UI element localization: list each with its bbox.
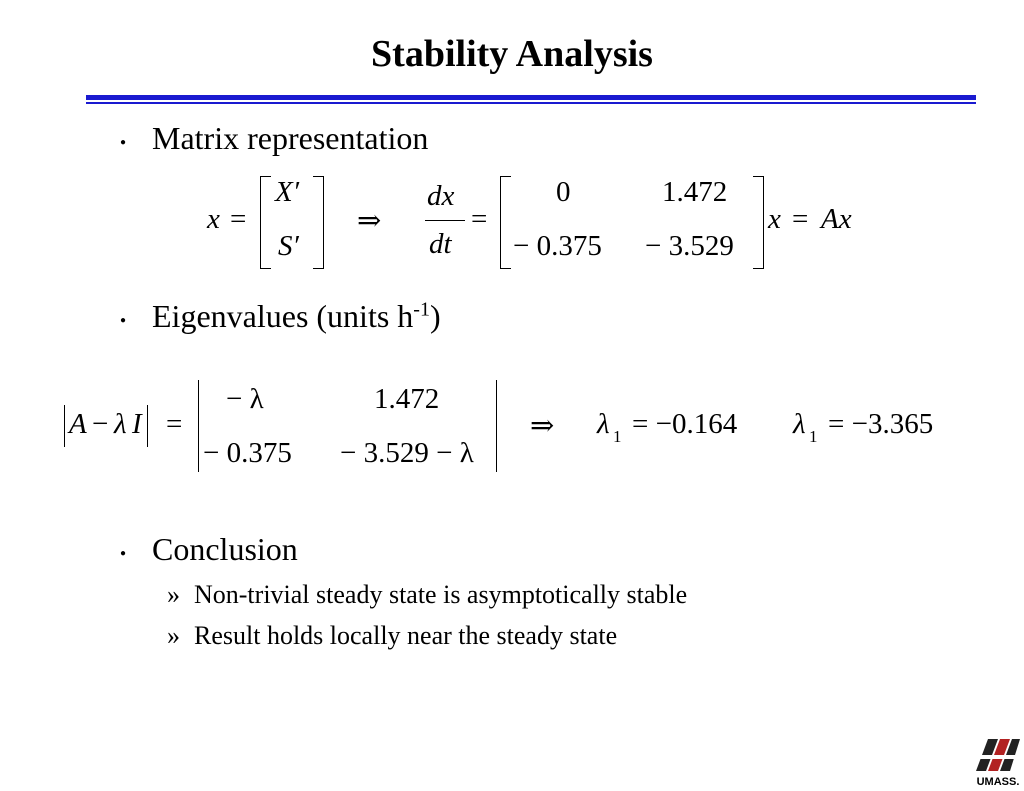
eq1-s-prime: S′ — [278, 230, 299, 262]
sub-bullet-local: Result holds locally near the steady state — [194, 621, 618, 650]
matrix-a11: 0 — [556, 176, 571, 208]
eq1-left-bracket — [260, 176, 271, 269]
det-m21: − 0.375 — [203, 437, 292, 469]
eq2-i: I — [132, 408, 142, 440]
bullet-eigenvalues: Eigenvalues (units $h^{-1}$) — [152, 298, 441, 334]
det-m11: − λ — [226, 383, 264, 415]
bullet-dot-icon: ● — [120, 137, 127, 148]
eq2-minus: − — [92, 408, 109, 440]
matrix-a21: − 0.375 — [513, 230, 602, 262]
lambda-1: λ — [597, 408, 610, 440]
bullet-matrix-representation: Matrix representation — [152, 120, 429, 156]
eq2-lambda: λ — [114, 408, 127, 440]
matrix-left-bracket — [500, 176, 511, 269]
matrix-a22: − 3.529 — [645, 230, 734, 262]
sub-bullet-marker-icon: » — [167, 621, 180, 650]
title-rule-thin — [86, 102, 976, 104]
eq1-dx: dx — [427, 180, 455, 212]
eq1-x: x — [207, 203, 220, 235]
bullet-dot-icon: ● — [120, 315, 127, 326]
eq2-a: A — [69, 408, 87, 440]
det-matrix-bar-left — [198, 380, 199, 472]
implies-icon: ⇒ — [357, 205, 382, 237]
lambda-2-value: = −3.365 — [828, 408, 934, 440]
lambda-1-subscript: 1 — [613, 427, 622, 446]
lambda-2-subscript: 1 — [809, 427, 818, 446]
eq1-rhs-equals: = — [792, 203, 809, 235]
det-bar-right — [147, 405, 148, 447]
umass-logo — [974, 735, 1022, 787]
bullet-dot-icon: ● — [120, 548, 127, 559]
eq1-equals: = — [230, 203, 247, 235]
eq1-dt: dt — [429, 228, 452, 260]
lambda-2: λ — [793, 408, 806, 440]
matrix-right-bracket — [753, 176, 764, 269]
title-rule-thick — [86, 95, 976, 100]
sub-bullet-marker-icon: » — [167, 580, 180, 609]
eq1-right-bracket — [313, 176, 324, 269]
eq2-equals: = — [166, 408, 183, 440]
eq1-rhs-ax: Ax — [821, 203, 852, 235]
det-bar-left — [64, 405, 65, 447]
bullet-conclusion: Conclusion — [152, 531, 298, 567]
eq1-rhs-x: x — [768, 203, 781, 235]
lambda-1-value: = −0.164 — [632, 408, 738, 440]
slide-title: Stability Analysis — [371, 33, 653, 75]
matrix-a12: 1.472 — [662, 176, 728, 208]
implies-icon: ⇒ — [530, 410, 555, 442]
umass-logo-text: UMASS. — [976, 776, 1020, 788]
det-m12: 1.472 — [374, 383, 440, 415]
sub-bullet-stable: Non-trivial steady state is asymptotically stable — [194, 580, 688, 609]
det-m22: − 3.529 − λ — [340, 437, 474, 469]
det-matrix-bar-right — [496, 380, 497, 472]
eq1-x-prime: X′ — [275, 176, 300, 208]
fraction-bar — [425, 220, 465, 221]
eq1-equals-2: = — [471, 203, 488, 235]
umass-logo-mark-icon — [974, 735, 1022, 773]
